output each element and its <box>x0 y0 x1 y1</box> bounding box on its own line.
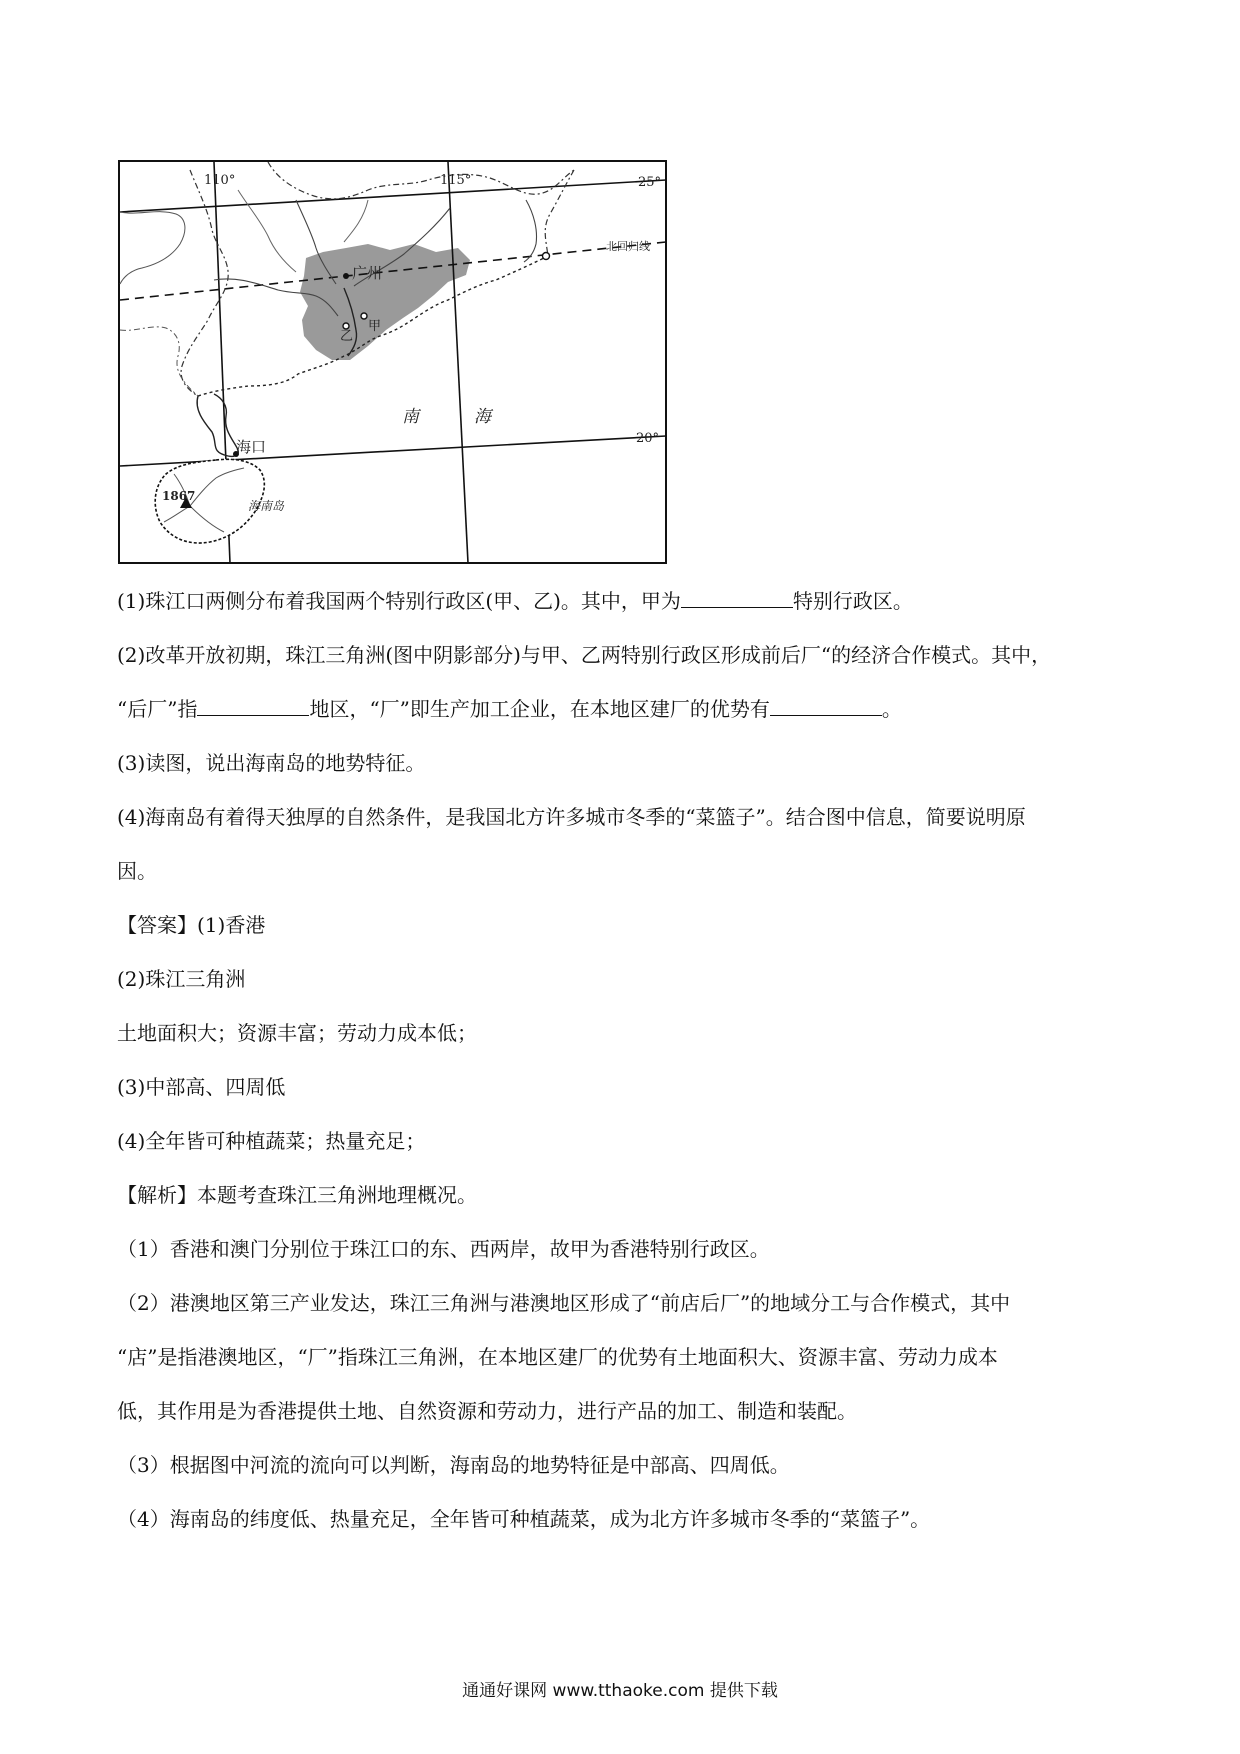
question-2-line-2 <box>117 694 1132 724</box>
analysis-2-line-3: 低，其作用是为香港提供土地、自然资源和劳动力，进行产品的加工、制造和装配。 <box>117 1399 857 1423</box>
answer-1: 【答案】(1)香港 <box>117 913 266 937</box>
shantou-marker <box>543 253 550 260</box>
analysis-intro: 【解析】本题考查珠江三角洲地理概况。 <box>117 1183 477 1207</box>
question-4-line-2: 因。 <box>117 859 157 883</box>
question-2-part-b: 地区，“厂”即生产加工企业，在本地区建厂的优势有 <box>309 697 770 721</box>
hainan-island-label: 海南岛 <box>248 499 285 513</box>
answer-2b: 土地面积大；资源丰富；劳动力成本低； <box>117 1021 477 1045</box>
yi-label: 乙 <box>340 329 354 344</box>
lon-115-label: 115° <box>440 173 472 188</box>
lat-25-label: 25° <box>638 175 662 190</box>
lon-110-label: 110° <box>204 173 236 188</box>
answer-4: (4)全年皆可种植蔬菜；热量充足； <box>117 1129 426 1153</box>
page-footer: 通通好课网 www.tthaoke.com 提供下载 <box>462 1681 778 1701</box>
analysis-2-line-2: “店”是指港澳地区，“厂”指珠江三角洲，在本地区建厂的优势有土地面积大、资源丰富、劳动力成本 <box>117 1345 998 1369</box>
question-1-suffix: 特别行政区。 <box>792 589 913 613</box>
analysis-1: （1）香港和澳门分别位于珠江口的东、西两岸，故甲为香港特别行政区。 <box>117 1237 770 1261</box>
question-2-part-a: “后厂”指 <box>117 697 198 721</box>
south-sea-label-2: 海 <box>474 407 491 427</box>
tropic-of-cancer-label: 北回归线 <box>606 240 650 253</box>
haikou-label: 海口 <box>236 438 267 456</box>
peak-height-label: 1867 <box>162 489 196 503</box>
question-1 <box>117 586 1132 616</box>
question-2-line-1: (2)改革开放初期，珠江三角洲(图中阴影部分)与甲、乙两特别行政区形成前后厂“的经济合作模式。其中， <box>117 643 1052 667</box>
question-1-text: (1)珠江口两侧分布着我国两个特别行政区(甲、乙)。其中，甲为 <box>117 589 681 613</box>
analysis-4: （4）海南岛的纬度低、热量充足，全年皆可种植蔬菜，成为北方许多城市冬季的“菜篮子”。 <box>117 1507 931 1531</box>
answer-2: (2)珠江三角洲 <box>117 967 246 991</box>
answer-blank-1 <box>681 587 793 608</box>
question-4-line-1: (4)海南岛有着得天独厚的自然条件，是我国北方许多城市冬季的“菜篮子”。结合图中信息，简要说明原 <box>117 805 1026 829</box>
answer-blank-3 <box>770 695 882 716</box>
question-2-part-c: 。 <box>881 697 902 721</box>
jia-label: 甲 <box>368 319 382 334</box>
south-sea-label-1: 南 <box>402 407 419 427</box>
guangzhou-marker <box>343 273 349 279</box>
question-3: (3)读图，说出海南岛的地势特征。 <box>117 751 426 775</box>
pearl-river-delta-map <box>118 160 668 565</box>
lat-20-label: 20° <box>636 431 660 446</box>
map-svg <box>118 160 668 565</box>
answer-blank-2 <box>197 695 309 716</box>
analysis-3: （3）根据图中河流的流向可以判断，海南岛的地势特征是中部高、四周低。 <box>117 1453 790 1477</box>
analysis-2-line-1: （2）港澳地区第三产业发达，珠江三角洲与港澳地区形成了“前店后厂”的地域分工与合作模式，其中 <box>117 1291 1011 1315</box>
answer-3: (3)中部高、四周低 <box>117 1075 286 1099</box>
guangzhou-label: 广州 <box>352 264 383 282</box>
jia-marker <box>361 313 367 319</box>
document-body <box>117 586 1132 1558</box>
